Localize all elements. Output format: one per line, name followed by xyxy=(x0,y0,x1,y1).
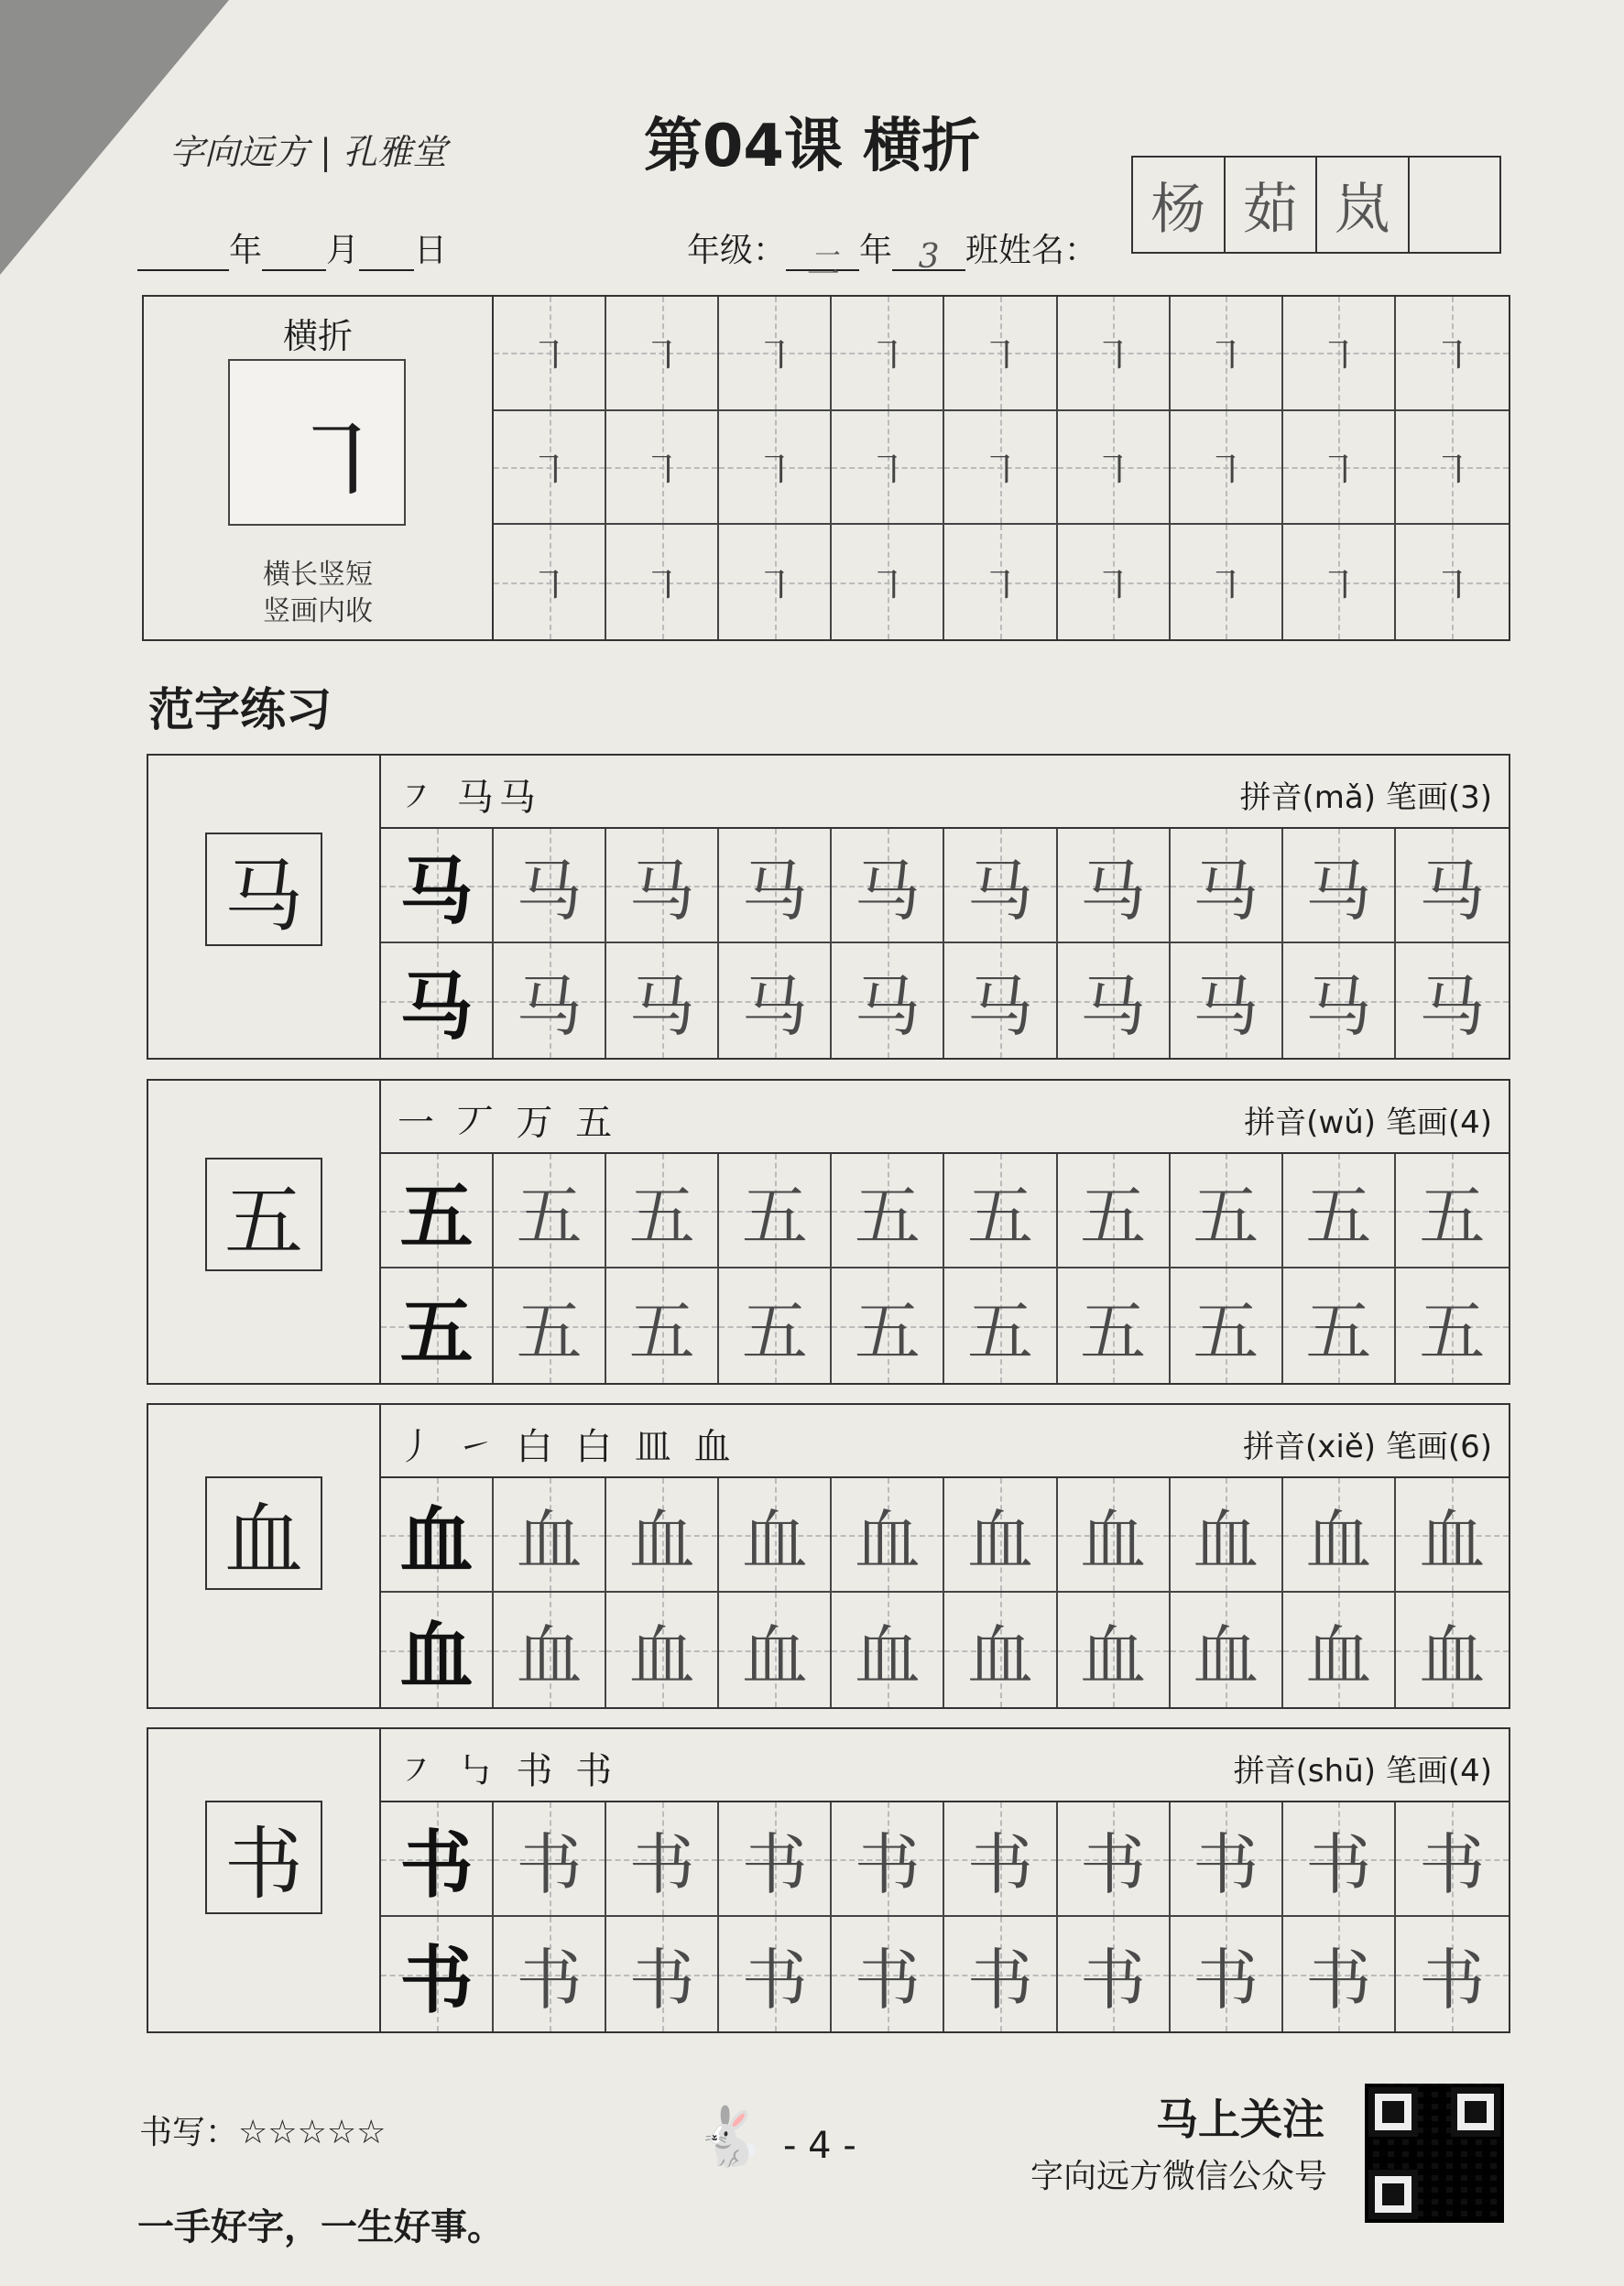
stroke-order-header xyxy=(381,1729,1509,1802)
stroke-practice-cell[interactable] xyxy=(606,525,719,639)
practice-character: 五 xyxy=(1080,1292,1147,1370)
page-title: 第04课 横折 xyxy=(643,113,981,180)
wechat-label: 字向远方微信公众号 xyxy=(1030,2158,1328,2195)
stroke-practice-glyph: ㇕ xyxy=(866,562,908,610)
practice-character: 书 xyxy=(1080,1941,1147,2019)
grade-value[interactable]: 二 xyxy=(786,238,859,271)
stroke-count: 笔画(3) xyxy=(1385,779,1492,816)
year-blank[interactable] xyxy=(137,238,229,271)
stroke-practice-cell[interactable] xyxy=(719,297,832,411)
stroke-info-panel xyxy=(144,297,494,639)
stroke-order-header xyxy=(381,756,1509,829)
practice-cell[interactable] xyxy=(1283,1478,1396,1593)
model-panel xyxy=(148,1405,381,1707)
practice-cell[interactable] xyxy=(944,829,1057,943)
example-cell xyxy=(381,1268,494,1383)
practice-character: 书 xyxy=(1305,1941,1372,2019)
practice-cell[interactable] xyxy=(494,1478,606,1593)
stroke-practice-glyph: ㇕ xyxy=(1318,562,1359,610)
follow-label: 马上关注 xyxy=(1156,2095,1324,2144)
practice-cell[interactable] xyxy=(944,1593,1057,1707)
practice-character: 血 xyxy=(1080,1501,1147,1579)
stroke-practice-glyph: ㇕ xyxy=(529,333,570,381)
example-cell xyxy=(381,829,494,943)
practice-character: 书 xyxy=(854,1941,921,2019)
practice-character: 血 xyxy=(628,1501,695,1579)
practice-cell[interactable] xyxy=(494,1593,606,1707)
practice-character: 马 xyxy=(1080,852,1147,930)
practice-character: 马 xyxy=(1419,852,1486,930)
stroke-practice-glyph: ㇕ xyxy=(1432,562,1473,610)
practice-cell[interactable] xyxy=(1171,1154,1283,1268)
stroke-practice-cell[interactable] xyxy=(494,297,606,411)
practice-character: 血 xyxy=(399,1497,474,1584)
model-panel xyxy=(148,1729,381,2031)
practice-character: 血 xyxy=(854,1617,921,1694)
stroke-practice-glyph: ㇕ xyxy=(641,333,682,381)
stroke-count: 笔画(6) xyxy=(1385,1429,1492,1465)
practice-cell[interactable] xyxy=(719,1268,832,1383)
practice-cell[interactable] xyxy=(719,1154,832,1268)
practice-cell[interactable] xyxy=(1396,1917,1509,2031)
practice-character: 五 xyxy=(628,1292,695,1370)
stroke-practice-cell[interactable] xyxy=(1396,525,1509,639)
practice-cell[interactable] xyxy=(606,1154,719,1268)
pinyin: 拼音(shū) xyxy=(1233,1753,1377,1790)
practice-character: 书 xyxy=(1305,1825,1372,1903)
class-value[interactable]: 3 xyxy=(892,238,965,271)
stroke-practice-cell[interactable] xyxy=(1058,525,1171,639)
practice-character: 血 xyxy=(399,1613,474,1699)
practice-character: 血 xyxy=(854,1501,921,1579)
stroke-order-header xyxy=(381,1405,1509,1478)
qr-finder xyxy=(1368,2170,1418,2219)
stroke-count: 笔画(4) xyxy=(1385,1753,1492,1790)
stroke-tip-2: 竖画内收 xyxy=(263,595,373,627)
practice-cell[interactable] xyxy=(606,829,719,943)
character-block xyxy=(147,1079,1510,1385)
practice-cell[interactable] xyxy=(494,1917,606,2031)
practice-character: 血 xyxy=(967,1617,1034,1694)
practice-cell[interactable] xyxy=(832,829,944,943)
practice-character: 血 xyxy=(1080,1617,1147,1694)
practice-character: 血 xyxy=(516,1501,583,1579)
practice-character: 书 xyxy=(1080,1825,1147,1903)
practice-cell[interactable] xyxy=(1058,943,1171,1058)
stroke-practice-glyph: ㇕ xyxy=(1205,447,1247,495)
practice-character: 马 xyxy=(741,852,808,930)
month-blank[interactable] xyxy=(262,238,326,271)
stroke-practice-cell[interactable] xyxy=(832,297,944,411)
practice-cell[interactable] xyxy=(1396,1802,1509,1917)
character-block xyxy=(147,1403,1510,1709)
practice-cell[interactable] xyxy=(1283,943,1396,1058)
example-cell xyxy=(381,943,494,1058)
day-blank[interactable] xyxy=(359,238,414,271)
pinyin-strokes xyxy=(1243,1421,1492,1466)
stroke-practice-cell[interactable] xyxy=(1396,411,1509,526)
pinyin: 拼音(mǎ) xyxy=(1239,779,1377,816)
stroke-order: ㇇ 马马 xyxy=(398,777,541,819)
practice-cell[interactable] xyxy=(832,1154,944,1268)
practice-character: 书 xyxy=(628,1825,695,1903)
practice-character: 五 xyxy=(967,1292,1034,1370)
practice-cell[interactable] xyxy=(494,943,606,1058)
practice-grid xyxy=(381,1802,1509,2031)
stroke-order: 一 丆 万 五 xyxy=(398,1102,618,1144)
example-cell xyxy=(381,1917,494,2031)
stroke-practice-cell[interactable] xyxy=(1171,297,1283,411)
practice-cell[interactable] xyxy=(944,1268,1057,1383)
stroke-practice-cell[interactable] xyxy=(719,525,832,639)
qr-finder xyxy=(1451,2087,1500,2137)
practice-character: 五 xyxy=(854,1292,921,1370)
practice-grid xyxy=(381,1154,1509,1383)
pinyin-strokes xyxy=(1234,1746,1492,1791)
practice-character: 血 xyxy=(967,1501,1034,1579)
practice-character: 五 xyxy=(1193,1292,1259,1370)
section-title: 范字练习 xyxy=(148,683,332,736)
stroke-practice-glyph: ㇕ xyxy=(1318,447,1359,495)
month-label: 月 xyxy=(326,232,360,269)
practice-character: 马 xyxy=(1305,852,1372,930)
practice-character: 马 xyxy=(399,963,474,1050)
example-cell xyxy=(381,1593,494,1707)
name-char-1: 杨 xyxy=(1133,158,1226,252)
stroke-demo-glyph: ㇕ xyxy=(287,405,387,522)
practice-cell[interactable] xyxy=(1171,1802,1283,1917)
practice-character: 书 xyxy=(516,1825,583,1903)
stroke-practice-cell[interactable] xyxy=(944,525,1057,639)
stroke-practice-glyph: ㇕ xyxy=(529,562,570,610)
rabbit-icon: 🐇 xyxy=(694,2103,766,2170)
model-panel xyxy=(148,756,381,1058)
practice-character: 五 xyxy=(1305,1292,1372,1370)
practice-character: 马 xyxy=(854,852,921,930)
practice-character: 五 xyxy=(1305,1177,1372,1255)
practice-character: 五 xyxy=(1080,1177,1147,1255)
practice-cell[interactable] xyxy=(1283,1802,1396,1917)
practice-character: 马 xyxy=(1193,852,1259,930)
stroke-practice-glyph: ㇕ xyxy=(979,447,1020,495)
practice-character: 血 xyxy=(1305,1617,1372,1694)
stroke-practice-glyph: ㇕ xyxy=(1432,333,1473,381)
stroke-practice-glyph: ㇕ xyxy=(1205,562,1247,610)
stroke-order-header xyxy=(381,1081,1509,1154)
practice-cell[interactable] xyxy=(1058,1478,1171,1593)
stroke-practice-cell[interactable] xyxy=(944,297,1057,411)
practice-cell[interactable] xyxy=(1283,1154,1396,1268)
practice-character: 马 xyxy=(967,967,1034,1045)
stroke-count: 笔画(4) xyxy=(1385,1105,1492,1141)
date-line xyxy=(137,224,447,271)
pinyin-strokes xyxy=(1240,772,1492,817)
stroke-practice-cell[interactable] xyxy=(944,411,1057,526)
practice-cell[interactable] xyxy=(1283,1593,1396,1707)
stroke-practice-glyph: ㇕ xyxy=(1318,333,1359,381)
practice-character: 书 xyxy=(628,1941,695,2019)
practice-cell[interactable] xyxy=(1058,1802,1171,1917)
stroke-demo-box xyxy=(228,359,406,526)
practice-cell[interactable] xyxy=(494,1268,606,1383)
practice-character: 五 xyxy=(628,1177,695,1255)
stroke-practice-cell[interactable] xyxy=(606,297,719,411)
stroke-practice-glyph: ㇕ xyxy=(866,447,908,495)
grade-label: 年级： xyxy=(687,232,787,269)
name-char-4 xyxy=(1410,158,1500,252)
stroke-order: 丿 ㇀ 白 白 皿 血 xyxy=(398,1426,736,1468)
practice-cell[interactable] xyxy=(606,1268,719,1383)
stroke-practice-cell[interactable] xyxy=(1058,411,1171,526)
practice-character: 五 xyxy=(1193,1177,1259,1255)
pinyin-strokes xyxy=(1244,1097,1492,1142)
class-label: 班 xyxy=(965,232,999,269)
practice-cell[interactable] xyxy=(606,1478,719,1593)
practice-cell[interactable] xyxy=(1283,1917,1396,2031)
practice-character: 五 xyxy=(967,1177,1034,1255)
practice-character: 马 xyxy=(628,852,695,930)
qr-code-icon[interactable] xyxy=(1365,2084,1504,2223)
stroke-practice-glyph: ㇕ xyxy=(1205,333,1247,381)
practice-character: 书 xyxy=(967,1825,1034,1903)
name-char-3: 岚 xyxy=(1317,158,1410,252)
practice-cell[interactable] xyxy=(1171,943,1283,1058)
practice-character: 马 xyxy=(628,967,695,1045)
stroke-practice-cell[interactable] xyxy=(719,411,832,526)
practice-character: 马 xyxy=(967,852,1034,930)
practice-character: 马 xyxy=(1305,967,1372,1045)
stroke-practice-glyph: ㇕ xyxy=(1093,562,1134,610)
rating xyxy=(139,2106,386,2153)
stroke-practice-cell[interactable] xyxy=(1171,525,1283,639)
practice-character: 五 xyxy=(516,1292,583,1370)
year-label: 年 xyxy=(229,232,263,269)
practice-cell[interactable] xyxy=(606,1593,719,1707)
practice-character: 书 xyxy=(1193,1941,1259,2019)
character-block xyxy=(147,754,1510,1060)
practice-cell[interactable] xyxy=(719,1802,832,1917)
stroke-practice-glyph: ㇕ xyxy=(979,333,1020,381)
practice-character: 书 xyxy=(1419,1825,1486,1903)
example-cell xyxy=(381,1802,494,1917)
practice-cell[interactable] xyxy=(944,1917,1057,2031)
practice-cell[interactable] xyxy=(832,1917,944,2031)
practice-cell[interactable] xyxy=(1396,829,1509,943)
practice-character: 血 xyxy=(516,1617,583,1694)
practice-character: 血 xyxy=(1419,1617,1486,1694)
motto: 一手好字，一生好事。 xyxy=(137,2206,504,2248)
practice-character: 马 xyxy=(1419,967,1486,1045)
practice-cell[interactable] xyxy=(606,943,719,1058)
practice-character: 五 xyxy=(399,1289,474,1375)
stroke-practice-glyph: ㇕ xyxy=(1432,447,1473,495)
practice-character: 五 xyxy=(399,1173,474,1259)
practice-cell[interactable] xyxy=(719,829,832,943)
practice-character: 书 xyxy=(741,1825,808,1903)
practice-character: 书 xyxy=(741,1941,808,2019)
practice-character: 书 xyxy=(1419,1941,1486,2019)
pinyin: 拼音(xiě) xyxy=(1243,1429,1377,1465)
practice-character: 血 xyxy=(1193,1617,1259,1694)
practice-cell[interactable] xyxy=(1171,829,1283,943)
stroke-practice-glyph: ㇕ xyxy=(1093,447,1134,495)
practice-character: 马 xyxy=(1193,967,1259,1045)
stroke-practice-glyph: ㇕ xyxy=(641,562,682,610)
practice-grid xyxy=(381,829,1509,1058)
stroke-practice-glyph: ㇕ xyxy=(754,333,795,381)
practice-character: 五 xyxy=(854,1177,921,1255)
stroke-practice-glyph: ㇕ xyxy=(1093,333,1134,381)
stroke-practice-cell[interactable] xyxy=(606,411,719,526)
practice-character: 血 xyxy=(1305,1501,1372,1579)
practice-character: 五 xyxy=(741,1292,808,1370)
practice-cell[interactable] xyxy=(1283,829,1396,943)
practice-character: 五 xyxy=(1419,1177,1486,1255)
stroke-practice-cell[interactable] xyxy=(494,525,606,639)
grade-suffix: 年 xyxy=(859,232,893,269)
practice-cell[interactable] xyxy=(719,1593,832,1707)
practice-cell[interactable] xyxy=(944,943,1057,1058)
stroke-practice-glyph: ㇕ xyxy=(641,447,682,495)
name-box[interactable] xyxy=(1131,156,1501,254)
practice-character: 马 xyxy=(1080,967,1147,1045)
stroke-practice-cell[interactable] xyxy=(1283,297,1396,411)
practice-cell[interactable] xyxy=(944,1478,1057,1593)
practice-character: 血 xyxy=(1193,1501,1259,1579)
practice-character: 书 xyxy=(399,1822,474,1908)
practice-cell[interactable] xyxy=(1396,943,1509,1058)
practice-cell[interactable] xyxy=(944,1802,1057,1917)
brand-logo: 字向远方 | 孔雅堂 xyxy=(169,132,447,172)
example-cell xyxy=(381,1478,494,1593)
practice-cell[interactable] xyxy=(1171,1593,1283,1707)
model-character: 五 xyxy=(205,1158,322,1271)
practice-character: 血 xyxy=(628,1617,695,1694)
practice-character: 书 xyxy=(516,1941,583,2019)
stroke-practice-glyph: ㇕ xyxy=(979,562,1020,610)
practice-character: 五 xyxy=(516,1177,583,1255)
practice-cell[interactable] xyxy=(1283,1268,1396,1383)
practice-cell[interactable] xyxy=(1396,1593,1509,1707)
example-cell xyxy=(381,1154,494,1268)
stroke-practice-cell[interactable] xyxy=(1396,297,1509,411)
model-character: 书 xyxy=(205,1801,322,1914)
practice-cell[interactable] xyxy=(832,1478,944,1593)
grade-line xyxy=(687,224,1098,283)
practice-cell[interactable] xyxy=(494,829,606,943)
qr-finder xyxy=(1368,2087,1418,2137)
practice-character: 血 xyxy=(741,1617,808,1694)
practice-cell[interactable] xyxy=(832,1268,944,1383)
stroke-practice-cell[interactable] xyxy=(1283,525,1396,639)
pinyin: 拼音(wǔ) xyxy=(1244,1105,1377,1141)
model-character: 血 xyxy=(205,1476,322,1590)
stroke-tip-1: 横长竖短 xyxy=(263,559,373,591)
day-label: 日 xyxy=(414,232,448,269)
stroke-practice-glyph: ㇕ xyxy=(529,447,570,495)
practice-cell[interactable] xyxy=(1171,1268,1283,1383)
practice-character: 五 xyxy=(1419,1292,1486,1370)
stroke-name: 横折 xyxy=(282,316,353,356)
practice-character: 马 xyxy=(741,967,808,1045)
practice-cell[interactable] xyxy=(606,1917,719,2031)
practice-cell[interactable] xyxy=(1058,1917,1171,2031)
practice-character: 血 xyxy=(741,1501,808,1579)
practice-cell[interactable] xyxy=(1171,1478,1283,1593)
practice-character: 马 xyxy=(399,848,474,934)
stroke-practice-glyph: ㇕ xyxy=(866,333,908,381)
stroke-practice-cell[interactable] xyxy=(1058,297,1171,411)
practice-cell[interactable] xyxy=(1171,1917,1283,2031)
rating-label: 书写： xyxy=(139,2114,239,2151)
stroke-order: ㇇ ㇉ 书 书 xyxy=(398,1750,618,1792)
practice-cell[interactable] xyxy=(719,1478,832,1593)
stroke-practice-table xyxy=(142,295,1510,641)
practice-character: 书 xyxy=(854,1825,921,1903)
practice-character: 马 xyxy=(516,967,583,1045)
stroke-practice-glyph: ㇕ xyxy=(754,447,795,495)
practice-cell[interactable] xyxy=(832,1802,944,1917)
practice-character: 马 xyxy=(854,967,921,1045)
practice-character: 五 xyxy=(741,1177,808,1255)
practice-cell[interactable] xyxy=(1396,1268,1509,1383)
star-rating[interactable]: ☆☆☆☆☆ xyxy=(238,2114,387,2151)
practice-cell[interactable] xyxy=(719,1917,832,2031)
practice-cell[interactable] xyxy=(494,1802,606,1917)
practice-character: 书 xyxy=(399,1937,474,2023)
name-label: 姓名： xyxy=(998,232,1098,269)
practice-cell[interactable] xyxy=(1058,1154,1171,1268)
stroke-practice-cell[interactable] xyxy=(494,411,606,526)
practice-character: 马 xyxy=(516,852,583,930)
practice-cell[interactable] xyxy=(606,1802,719,1917)
practice-cell[interactable] xyxy=(1396,1478,1509,1593)
name-char-2: 茹 xyxy=(1226,158,1318,252)
stroke-practice-cell[interactable] xyxy=(1283,411,1396,526)
practice-cell[interactable] xyxy=(832,1593,944,1707)
practice-cell[interactable] xyxy=(719,943,832,1058)
practice-cell[interactable] xyxy=(944,1154,1057,1268)
stroke-grid xyxy=(494,297,1509,639)
character-block xyxy=(147,1727,1510,2033)
page-number: - 4 - xyxy=(783,2125,856,2167)
stroke-practice-glyph: ㇕ xyxy=(754,562,795,610)
practice-grid xyxy=(381,1478,1509,1707)
model-panel xyxy=(148,1081,381,1383)
practice-character: 血 xyxy=(1419,1501,1486,1579)
practice-cell[interactable] xyxy=(494,1154,606,1268)
stroke-practice-cell[interactable] xyxy=(832,525,944,639)
model-character: 马 xyxy=(205,833,322,946)
stroke-practice-cell[interactable] xyxy=(1171,411,1283,526)
practice-cell[interactable] xyxy=(1058,1268,1171,1383)
practice-cell[interactable] xyxy=(1396,1154,1509,1268)
practice-cell[interactable] xyxy=(1058,1593,1171,1707)
practice-character: 书 xyxy=(1193,1825,1259,1903)
practice-cell[interactable] xyxy=(832,943,944,1058)
practice-character: 书 xyxy=(967,1941,1034,2019)
stroke-practice-cell[interactable] xyxy=(832,411,944,526)
practice-cell[interactable] xyxy=(1058,829,1171,943)
